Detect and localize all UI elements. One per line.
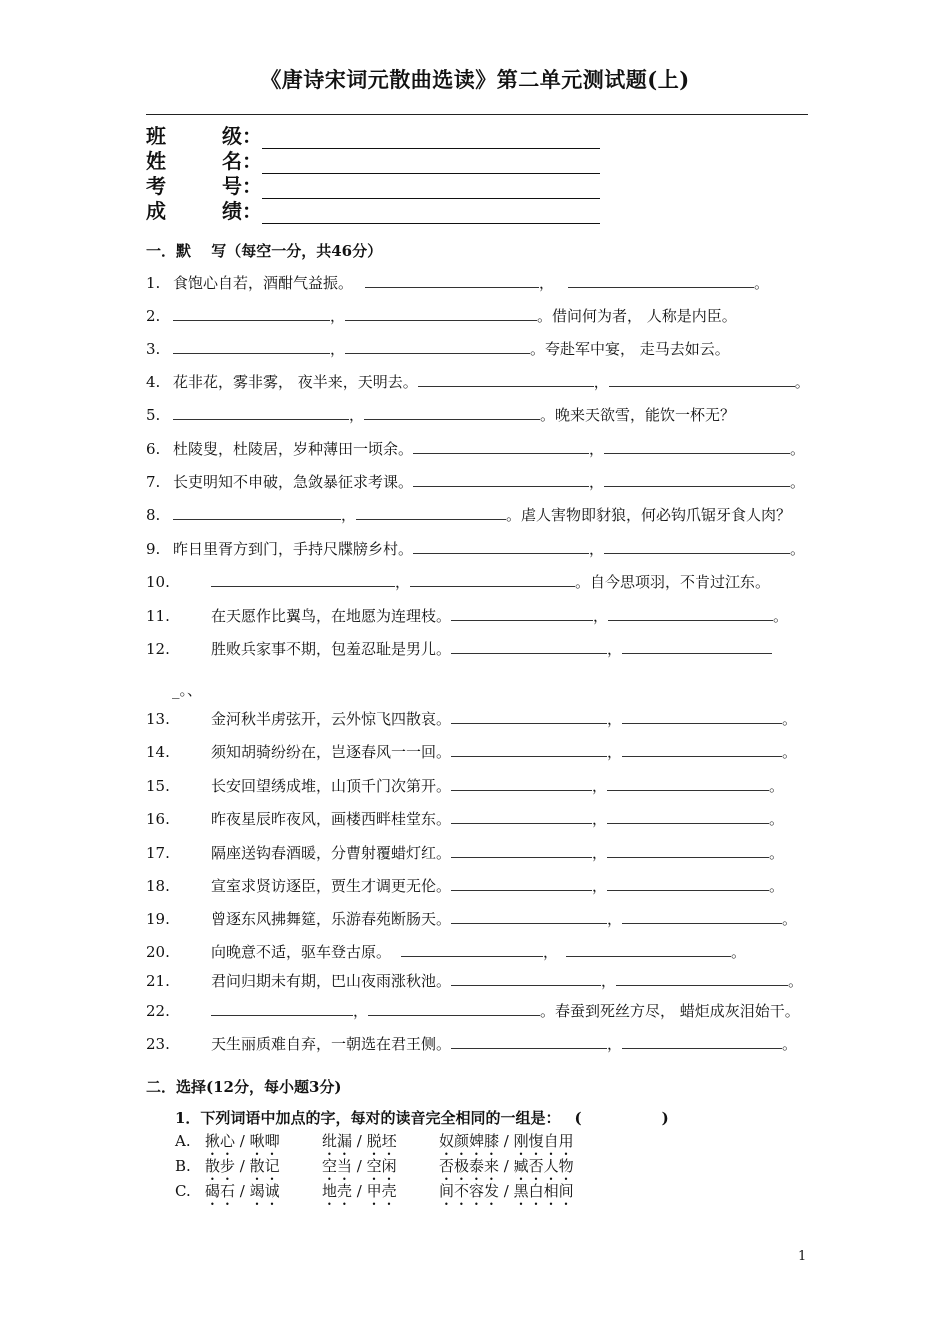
info-label-class-2: 级：: [222, 124, 262, 148]
answer-blank[interactable]: [604, 439, 790, 454]
option-word: 刚愎自用: [513, 1132, 574, 1150]
choice-option-c[interactable]: [175, 1181, 574, 1209]
answer-blank[interactable]: [451, 971, 601, 986]
answer-blank[interactable]: [566, 942, 731, 957]
question-number: 17.: [146, 844, 170, 862]
punctuation: ，: [589, 440, 605, 458]
info-label-number-2: 号：: [222, 174, 262, 198]
question-number: 9.: [146, 540, 161, 558]
info-label-class-1: 班: [146, 124, 166, 148]
question-number: 4.: [146, 373, 161, 391]
punctuation: ，: [592, 810, 608, 828]
question-12: [146, 639, 772, 659]
question-number: 19.: [146, 910, 170, 928]
answer-blank[interactable]: [607, 843, 769, 858]
info-label-name-2: 名：: [222, 149, 262, 173]
answer-blank[interactable]: [451, 606, 593, 621]
page-number: 1: [798, 1249, 807, 1264]
question-number: 14.: [146, 743, 170, 761]
question-10: [146, 572, 770, 592]
answer-blank[interactable]: [568, 273, 754, 288]
punctuation: ，: [353, 1002, 369, 1020]
answer-blank[interactable]: [451, 909, 607, 924]
question-number: 16.: [146, 810, 170, 828]
option-label: B.: [175, 1157, 191, 1175]
question-13: [146, 709, 797, 729]
punctuation: ，: [607, 710, 623, 728]
separator: /: [352, 1157, 367, 1175]
question-number: 20.: [146, 943, 170, 961]
option-word: 空闲: [366, 1157, 397, 1175]
punctuation: 。: [769, 877, 785, 895]
section-1-title: 一．默 写（每空一分，共46分）: [146, 242, 383, 260]
option-word: 散记: [249, 1157, 280, 1175]
option-word: 黑白相间: [513, 1182, 574, 1200]
answer-blank[interactable]: [413, 539, 589, 554]
question-number: 13.: [146, 710, 170, 728]
question-18: [146, 876, 784, 896]
punctuation: 。: [773, 607, 789, 625]
question-17: [146, 843, 784, 863]
question-text: 金河秋半虏弦开，云外惊飞四散哀。: [211, 710, 452, 728]
question-text: 。自今思项羽，不肯过江东。: [575, 573, 771, 591]
question-number: 5.: [146, 406, 161, 424]
answer-blank[interactable]: [451, 809, 592, 824]
separator: /: [352, 1182, 367, 1200]
question-7: [146, 472, 805, 492]
question-8: [146, 505, 791, 525]
option-word: 竭诚: [249, 1182, 280, 1200]
punctuation: 。: [790, 473, 806, 491]
answer-paren-close: ): [661, 1109, 669, 1127]
choice-option-b[interactable]: [175, 1156, 574, 1184]
question-text: 。晚来天欲雪，能饮一杯无？: [540, 406, 736, 424]
option-label: A.: [175, 1132, 191, 1150]
answer-blank[interactable]: [364, 405, 540, 420]
answer-blank[interactable]: [607, 776, 769, 791]
question-3: [146, 339, 730, 359]
punctuation: ，: [543, 943, 559, 961]
answer-blank[interactable]: [173, 306, 330, 321]
punctuation: ，: [589, 540, 605, 558]
question-number: 18.: [146, 877, 170, 895]
punctuation: 。: [788, 972, 804, 990]
question-16: [146, 809, 784, 829]
answer-blank[interactable]: [451, 843, 592, 858]
answer-blank[interactable]: [413, 439, 589, 454]
exam-number-blank[interactable]: [262, 178, 600, 199]
option-word: 啾唧: [249, 1132, 280, 1150]
answer-blank[interactable]: [607, 809, 769, 824]
punctuation: ，: [593, 373, 609, 391]
punctuation: 。: [782, 710, 798, 728]
question-number: 22.: [146, 1002, 170, 1020]
question-text: 须知胡骑纷纷在，岂逐春风一一回。: [211, 743, 452, 761]
answer-blank[interactable]: [622, 709, 782, 724]
separator: /: [499, 1132, 514, 1150]
punctuation: 。: [782, 1035, 798, 1053]
punctuation: ，: [341, 506, 357, 524]
answer-blank[interactable]: [451, 876, 592, 891]
answer-blank[interactable]: [608, 606, 773, 621]
question-number: 8.: [146, 506, 161, 524]
info-label-name-1: 姓: [146, 149, 166, 173]
option-word: 臧否人物: [513, 1157, 574, 1175]
separator: /: [499, 1182, 514, 1200]
question-2: [146, 306, 737, 326]
question-text: 。春蚕到死丝方尽， 蜡炬成灰泪始干。: [540, 1002, 800, 1020]
question-6: [146, 439, 805, 459]
info-row-score: [146, 199, 600, 224]
punctuation: ，: [330, 340, 346, 358]
question-20: [146, 942, 746, 962]
answer-blank[interactable]: [451, 709, 607, 724]
answer-blank[interactable]: [604, 472, 790, 487]
punctuation: ，: [539, 274, 555, 292]
question-text: 。虐人害物即豺狼，何必钩爪锯牙食人肉？: [506, 506, 792, 524]
question-text: 昨夜星辰昨夜风，画楼西畔桂堂东。: [211, 810, 452, 828]
question-number: 6.: [146, 440, 161, 458]
punctuation: 。: [769, 810, 785, 828]
answer-blank[interactable]: [345, 306, 537, 321]
answer-blank[interactable]: [345, 339, 530, 354]
question-text: 长吏明知不申破，急敛暴征求考课。: [173, 473, 414, 491]
answer-blank[interactable]: [451, 1034, 607, 1049]
option-word: 地壳: [322, 1182, 353, 1200]
punctuation: 。: [794, 373, 810, 391]
answer-blank[interactable]: [410, 572, 575, 587]
class-blank[interactable]: [262, 128, 600, 149]
punctuation: 。: [769, 777, 785, 795]
question-1: [146, 273, 769, 293]
answer-blank[interactable]: [622, 1034, 782, 1049]
answer-blank[interactable]: [413, 472, 589, 487]
answer-blank[interactable]: [607, 876, 769, 891]
question-15: [146, 776, 784, 796]
answer-blank[interactable]: [401, 942, 543, 957]
info-label-score-1: 成: [146, 199, 166, 223]
punctuation: ，: [607, 743, 623, 761]
question-23: [146, 1034, 797, 1054]
question-text: 食饱心自若，酒酣气益振。: [173, 274, 354, 292]
answer-blank[interactable]: [451, 742, 607, 757]
answer-blank[interactable]: [365, 273, 539, 288]
question-text: 向晚意不适，驱车登古原。: [211, 943, 392, 961]
answer-blank[interactable]: [368, 1001, 540, 1016]
punctuation: ，: [592, 877, 608, 895]
punctuation: ，: [607, 1035, 623, 1053]
answer-paren-open: (: [574, 1109, 582, 1127]
info-label-number-1: 考: [146, 174, 166, 198]
punctuation: ，: [589, 473, 605, 491]
punctuation: ，: [601, 972, 617, 990]
title-divider: [146, 114, 808, 115]
punctuation: ，: [593, 607, 609, 625]
choice-question-stem: 1．下列词语中加点的字，每对的读音完全相同的一组是：: [175, 1109, 561, 1127]
option-word: 空当: [322, 1157, 353, 1175]
option-word: 散步: [205, 1157, 236, 1175]
question-5: [146, 405, 735, 425]
separator: /: [235, 1132, 250, 1150]
punctuation: ，: [330, 307, 346, 325]
option-word: 脱坯: [366, 1132, 397, 1150]
page-title: 《唐诗宋词元散曲选读》第二单元测试题(上): [260, 67, 690, 92]
answer-blank[interactable]: [451, 639, 607, 654]
question-number: 15.: [146, 777, 170, 795]
separator: /: [235, 1182, 250, 1200]
question-text: 长安回望绣成堆，山顶千门次第开。: [211, 777, 452, 795]
question-text: 。夸赴军中宴， 走马去如云。: [530, 340, 730, 358]
question-text: 。借问何为者， 人称是内臣。: [537, 307, 737, 325]
answer-blank[interactable]: [622, 742, 782, 757]
punctuation: 。: [782, 910, 798, 928]
answer-blank[interactable]: [451, 776, 592, 791]
question-11: [146, 606, 788, 626]
question-12-continuation: _。、: [172, 681, 203, 699]
score-blank[interactable]: [262, 203, 600, 224]
question-14: [146, 742, 797, 762]
question-4: [146, 372, 810, 392]
separator: /: [499, 1157, 514, 1175]
answer-blank[interactable]: [211, 1001, 353, 1016]
option-word: 甲壳: [366, 1182, 397, 1200]
question-number: 3.: [146, 340, 161, 358]
section-2-title: 二．选择(12分，每小题3分): [146, 1078, 342, 1096]
question-19: [146, 909, 797, 929]
question-number: 2.: [146, 307, 161, 325]
question-text: 天生丽质难自弃，一朝选在君王侧。: [211, 1035, 452, 1053]
punctuation: ，: [607, 640, 623, 658]
choice-option-a[interactable]: [175, 1131, 574, 1159]
option-word: 否极泰来: [439, 1157, 500, 1175]
question-number: 23.: [146, 1035, 170, 1053]
punctuation: ，: [592, 844, 608, 862]
info-label-score-2: 绩：: [222, 199, 262, 223]
question-number: 11.: [146, 607, 170, 625]
option-label: C.: [175, 1182, 191, 1200]
option-word: 揪心: [205, 1132, 236, 1150]
question-number: 21.: [146, 972, 170, 990]
question-text: 花非花，雾非雾， 夜半来，天明去。: [173, 373, 418, 391]
question-text: 曾逐东风拂舞筵，乐游春苑断肠天。: [211, 910, 452, 928]
question-text: 昨日里胥方到门，手持尺牒牓乡村。: [173, 540, 414, 558]
answer-blank[interactable]: [622, 909, 782, 924]
choice-question-1: [175, 1108, 669, 1128]
punctuation: ，: [349, 406, 365, 424]
punctuation: 。: [790, 540, 806, 558]
question-number: 10.: [146, 573, 170, 591]
separator: /: [235, 1157, 250, 1175]
answer-blank[interactable]: [609, 372, 795, 387]
question-22: [146, 1001, 800, 1021]
option-word: 间不容发: [439, 1182, 500, 1200]
answer-blank[interactable]: [173, 339, 330, 354]
answer-blank[interactable]: [173, 505, 341, 520]
answer-blank[interactable]: [418, 372, 594, 387]
question-number: 7.: [146, 473, 161, 491]
option-word: 碣石: [205, 1182, 236, 1200]
punctuation: ，: [607, 910, 623, 928]
question-text: 隔座送钩春酒暖，分曹射覆蜡灯红。: [211, 844, 452, 862]
punctuation: 。: [782, 743, 798, 761]
student-info-block: [146, 124, 600, 224]
punctuation: 。: [769, 844, 785, 862]
punctuation: ，: [395, 573, 411, 591]
answer-blank[interactable]: [604, 539, 790, 554]
question-text: 宣室求贤访逐臣，贾生才调更无伦。: [211, 877, 452, 895]
question-text: 君问归期未有期，巴山夜雨涨秋池。: [211, 972, 452, 990]
punctuation: 。: [754, 274, 770, 292]
question-9: [146, 539, 805, 559]
question-text: 在天愿作比翼鸟，在地愿为连理枝。: [211, 607, 452, 625]
punctuation: ，: [592, 777, 608, 795]
question-number: 1.: [146, 274, 161, 292]
separator: /: [352, 1132, 367, 1150]
punctuation: 。: [731, 943, 747, 961]
answer-blank[interactable]: [616, 971, 788, 986]
answer-blank[interactable]: [173, 405, 349, 420]
question-text: 杜陵叟，杜陵居，岁种薄田一顷余。: [173, 440, 414, 458]
question-21: [146, 971, 803, 991]
option-word: 纰漏: [322, 1132, 353, 1150]
answer-blank[interactable]: [356, 505, 506, 520]
punctuation: 。: [790, 440, 806, 458]
question-number: 12.: [146, 640, 170, 658]
question-text: 胜败兵家事不期，包羞忍耻是男儿。: [211, 640, 452, 658]
answer-blank[interactable]: [211, 572, 395, 587]
answer-blank[interactable]: [622, 639, 772, 654]
name-blank[interactable]: [262, 153, 600, 174]
option-word: 奴颜婢膝: [439, 1132, 500, 1150]
